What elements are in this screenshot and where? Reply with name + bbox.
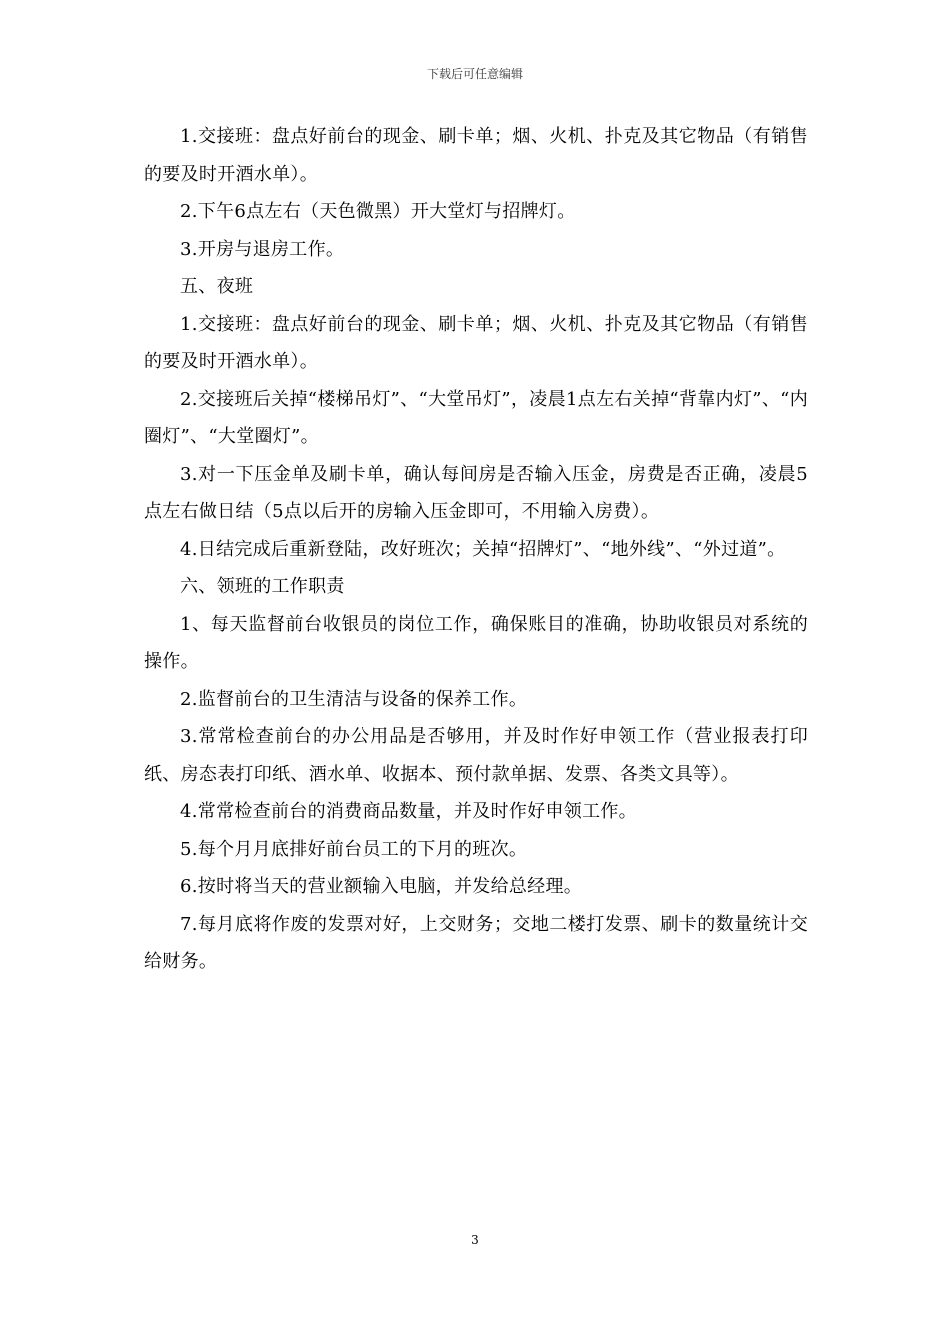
paragraph-invoice-finance: 7.每月底将作废的发票对好，上交财务；交地二楼打发票、刷卡的数量统计交给财务。 — [144, 913, 808, 972]
page-number: 3 — [471, 1233, 479, 1247]
section-heading-supervisor-duties: 六、领班的工作职责 — [180, 576, 345, 597]
paragraph-lights-on: 2.下午6点左右（天色微黑）开大堂灯与招牌灯。 — [180, 201, 576, 222]
document-body — [144, 118, 808, 981]
paragraph-goods-inventory: 4.常常检查前台的消费商品数量，并及时作好申领工作。 — [180, 801, 637, 822]
section-heading-night-shift: 五、夜班 — [180, 276, 254, 297]
paragraph-supervise-cashiers: 1、每天监督前台收银员的岗位工作，确保账目的准确，协助收银员对系统的操作。 — [144, 613, 808, 672]
paragraph-checkin-checkout: 3.开房与退房工作。 — [180, 238, 345, 260]
paragraph-cleaning-maintenance: 2.监督前台的卫生清洁与设备的保养工作。 — [180, 688, 528, 710]
paragraph-shift-handover-1: 1.交接班：盘点好前台的现金、刷卡单；烟、火机、扑克及其它物品（有销售的要及时开酒水单）。 — [144, 126, 808, 185]
paragraph-night-handover: 1.交接班：盘点好前台的现金、刷卡单；烟、火机、扑克及其它物品（有销售的要及时开酒水单）。 — [144, 313, 808, 372]
paragraph-daily-close: 4.日结完成后重新登陆，改好班次；关掉“招牌灯”、“地外线”、“外过道”。 — [180, 538, 786, 560]
paragraph-night-lights-off: 2.交接班后关掉“楼梯吊灯”、“大堂吊灯”，凌晨1点左右关掉“背靠内灯”、“内圈灯”、“大堂圈灯”。 — [144, 388, 808, 447]
paragraph-revenue-report: 6.按时将当天的营业额输入电脑，并发给总经理。 — [180, 876, 583, 897]
page-header: 下载后可任意编辑 — [426, 67, 523, 81]
paragraph-office-supplies: 3.常常检查前台的办公用品是否够用，并及时作好申领工作（营业报表打印纸、房态表打印纸、酒水单、收据本、预付款单据、发票、各类文具等）。 — [144, 726, 808, 785]
paragraph-deposit-check: 3.对一下压金单及刷卡单，确认每间房是否输入压金，房费是否正确，凌晨5点左右做日结（5点以后开的房输入压金即可，不用输入房费）。 — [144, 463, 808, 522]
paragraph-monthly-schedule: 5.每个月月底排好前台员工的下月的班次。 — [180, 838, 528, 860]
